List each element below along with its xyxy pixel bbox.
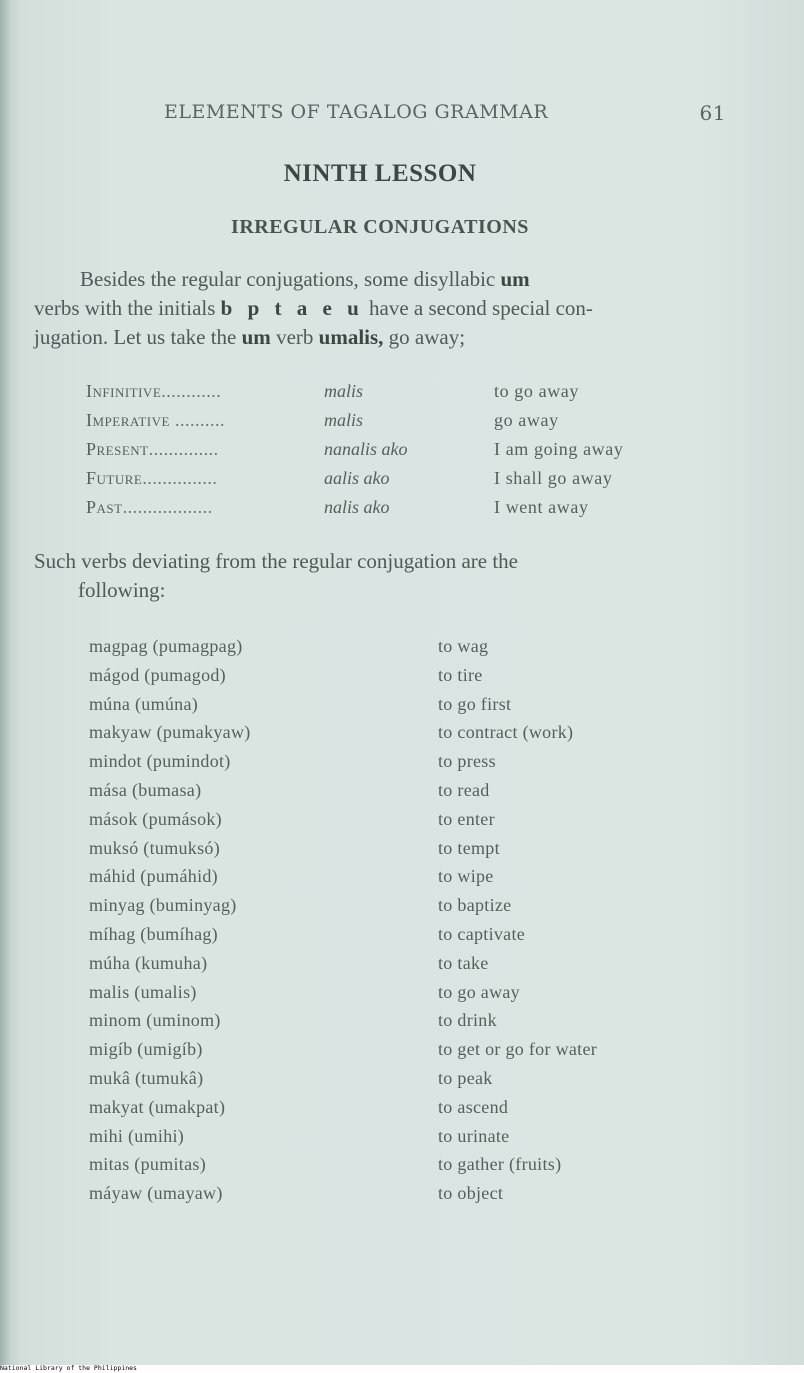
intro-text: verbs with the initials bbox=[34, 296, 221, 320]
intro-text: Besides the regular conjugations, some disyllabic bbox=[80, 267, 501, 291]
verb-entry: mágod (pumagod) bbox=[89, 664, 226, 685]
verb-meaning: to urinate bbox=[438, 1125, 510, 1146]
verb-meaning: to take bbox=[438, 952, 489, 973]
intro-text: have a second special con- bbox=[363, 296, 593, 320]
verb-entry: míhag (bumíhag) bbox=[89, 923, 218, 944]
verb-meaning: to baptize bbox=[438, 895, 512, 916]
verb-entry: malis (umalis) bbox=[89, 981, 197, 1002]
page-number: 61 bbox=[699, 101, 726, 125]
verb-form: aalis ako bbox=[324, 468, 390, 488]
verb-row bbox=[89, 982, 709, 1011]
verb-entry: mása (bumasa) bbox=[89, 779, 202, 800]
conjugation-row bbox=[86, 410, 706, 439]
verb-row bbox=[89, 722, 709, 751]
intro-line bbox=[34, 294, 726, 323]
verb-form: malis bbox=[324, 381, 364, 401]
intro-line bbox=[34, 323, 726, 352]
verb-meaning: to contract (work) bbox=[438, 722, 574, 743]
verb-row bbox=[89, 694, 709, 723]
verb-meaning: to wipe bbox=[438, 866, 494, 887]
verb-meaning: to ascend bbox=[438, 1096, 509, 1117]
verb-form: nalis ako bbox=[324, 497, 390, 517]
tense-label: Future............... bbox=[86, 468, 218, 488]
intro-bold: um bbox=[241, 325, 271, 349]
verb-meaning: to go away bbox=[438, 981, 520, 1002]
verb-row bbox=[89, 1154, 709, 1183]
verb-entry: múna (umúna) bbox=[89, 693, 199, 714]
verb-meaning: to press bbox=[438, 751, 496, 772]
verb-row bbox=[89, 838, 709, 867]
verb-meaning: to gather (fruits) bbox=[438, 1154, 562, 1175]
section-title: IRREGULAR CONJUGATIONS bbox=[231, 216, 529, 238]
verb-meaning: to object bbox=[438, 1183, 504, 1204]
form-meaning: go away bbox=[494, 410, 559, 430]
verb-entry: minom (uminom) bbox=[89, 1010, 221, 1031]
following-line: Such verbs deviating from the regular conjugation are the bbox=[34, 549, 519, 573]
verb-row bbox=[89, 1068, 709, 1097]
following-line: following: bbox=[78, 578, 166, 602]
conjugation-row bbox=[86, 468, 706, 497]
verb-entry: magpag (pumagpag) bbox=[89, 636, 243, 656]
verb-entry: migíb (umigíb) bbox=[89, 1039, 203, 1060]
verb-meaning: to drink bbox=[438, 1010, 497, 1031]
verb-entry: mitas (pumitas) bbox=[89, 1154, 206, 1175]
intro-bold: um bbox=[500, 267, 530, 291]
intro-bold: umalis, bbox=[318, 325, 384, 349]
tense-label: Past.................. bbox=[86, 497, 213, 517]
verb-entry: máhid (pumáhid) bbox=[89, 866, 218, 887]
verb-list bbox=[89, 636, 709, 1212]
verb-entry: makyaw (pumakyaw) bbox=[89, 722, 251, 743]
intro-text: verb bbox=[270, 325, 319, 349]
following-paragraph bbox=[34, 547, 726, 605]
verb-entry: mihi (umihi) bbox=[89, 1125, 185, 1146]
verb-entry: minyag (buminyag) bbox=[89, 895, 237, 916]
verb-row bbox=[89, 1039, 709, 1068]
tense-label: Present.............. bbox=[86, 439, 219, 459]
verb-row bbox=[89, 780, 709, 809]
verb-form: malis bbox=[324, 410, 364, 430]
verb-meaning: to captivate bbox=[438, 923, 526, 944]
verb-entry: múha (kumuha) bbox=[89, 952, 208, 973]
verb-row bbox=[89, 953, 709, 982]
verb-form: nanalis ako bbox=[324, 439, 408, 459]
conjugation-table bbox=[86, 381, 706, 526]
intro-bold-initials: b p t a e u bbox=[220, 296, 364, 320]
verb-row bbox=[89, 1010, 709, 1039]
verb-row bbox=[89, 1097, 709, 1126]
verb-meaning: to get or go for water bbox=[438, 1039, 598, 1060]
tense-label: Infinitive............ bbox=[86, 381, 222, 401]
verb-row bbox=[89, 665, 709, 694]
verb-row bbox=[89, 751, 709, 780]
verb-entry: mások (pumások) bbox=[89, 808, 222, 829]
book-spine-shadow bbox=[0, 0, 10, 1365]
library-credit: National Library of the Philippines bbox=[0, 1364, 137, 1372]
verb-meaning: to enter bbox=[438, 808, 495, 829]
verb-meaning: to wag bbox=[438, 636, 489, 656]
intro-paragraph bbox=[34, 265, 726, 352]
intro-text: jugation. Let us take the bbox=[34, 325, 242, 349]
verb-entry: mindot (pumindot) bbox=[89, 751, 231, 772]
verb-entry: makyat (umakpat) bbox=[89, 1096, 226, 1117]
verb-entry: máyaw (umayaw) bbox=[89, 1183, 223, 1204]
verb-row bbox=[89, 1183, 709, 1212]
intro-text: go away; bbox=[383, 325, 466, 349]
intro-line bbox=[34, 265, 726, 294]
form-meaning: to go away bbox=[494, 381, 579, 401]
conjugation-row bbox=[86, 439, 706, 468]
form-meaning: I shall go away bbox=[494, 468, 613, 488]
verb-row bbox=[89, 1126, 709, 1155]
verb-row bbox=[89, 895, 709, 924]
verb-row bbox=[89, 809, 709, 838]
form-meaning: I went away bbox=[494, 497, 589, 517]
verb-meaning: to tempt bbox=[438, 837, 500, 858]
running-title: ELEMENTS OF TAGALOG GRAMMAR bbox=[164, 101, 549, 123]
lesson-title: NINTH LESSON bbox=[283, 160, 477, 187]
verb-entry: muksó (tumuksó) bbox=[89, 837, 221, 858]
verb-row bbox=[89, 866, 709, 895]
tense-label: Imperative .......... bbox=[86, 410, 225, 430]
verb-meaning: to go first bbox=[438, 693, 512, 714]
form-meaning: I am going away bbox=[494, 439, 624, 459]
verb-row bbox=[89, 636, 709, 665]
verb-meaning: to peak bbox=[438, 1067, 493, 1088]
verb-meaning: to read bbox=[438, 779, 490, 800]
conjugation-row bbox=[86, 497, 706, 526]
conjugation-row bbox=[86, 381, 706, 410]
verb-row bbox=[89, 924, 709, 953]
verb-meaning: to tire bbox=[438, 664, 483, 685]
verb-entry: mukâ (tumukâ) bbox=[89, 1067, 204, 1088]
